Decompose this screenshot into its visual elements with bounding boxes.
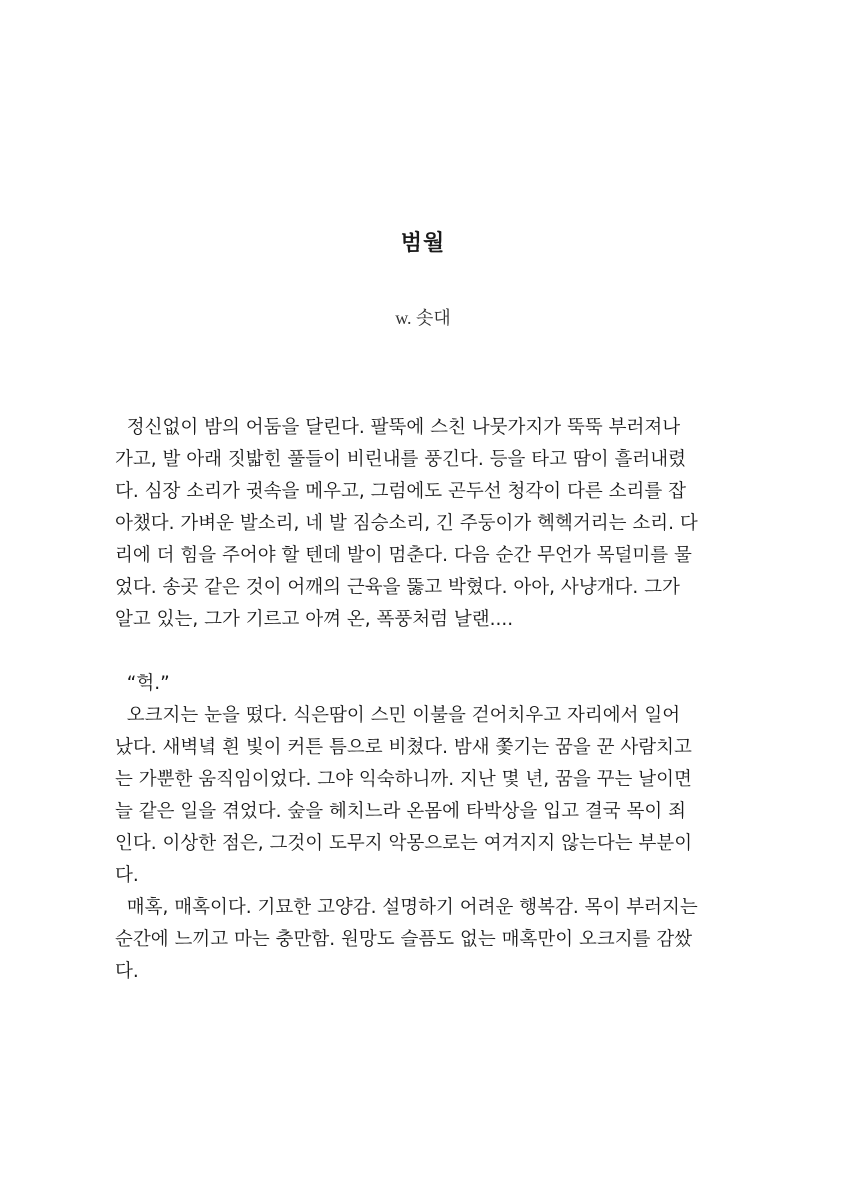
text-line: 났다. 새벽녘 흰 빛이 커튼 틈으로 비쳤다. 밤새 쫓기는 꿈을 꾼 사람치고	[115, 737, 692, 758]
text-line: 는 가뿐한 움직임이었다. 그야 익숙하니까. 지난 몇 년, 꿈을 꾸는 날이면	[115, 769, 692, 790]
text-line: 오크지는 눈을 떴다. 식은땀이 스민 이불을 걷어치우고 자리에서 일어	[115, 705, 681, 726]
author-byline: w. 솟대	[395, 308, 451, 328]
blank-line	[115, 636, 735, 668]
paragraph-1	[115, 412, 735, 636]
text-line: 늘 같은 일을 겪었다. 숲을 헤치느라 온몸에 타박상을 입고 결국 목이 죄	[115, 801, 686, 822]
paragraph-3	[115, 892, 735, 988]
text-line: 매혹, 매혹이다. 기묘한 고양감. 설명하기 어려운 행복감. 목이 부러지는	[115, 897, 698, 918]
paragraph-2	[115, 700, 735, 892]
text-line: 리에 더 힘을 주어야 할 텐데 발이 멈춘다. 다음 순간 무언가 목덜미를 물	[115, 545, 692, 566]
text-line: 정신없이 밤의 어둠을 달린다. 팔뚝에 스친 나뭇가지가 뚝뚝 부러져나	[115, 417, 681, 438]
text-line: 다.	[115, 961, 139, 982]
text-line: 었다. 송곳 같은 것이 어깨의 근육을 뚫고 박혔다. 아아, 사냥개다. 그가	[115, 577, 680, 598]
dialogue-line: “헉.”	[115, 673, 170, 694]
text-line: 알고 있는, 그가 기르고 아껴 온, 폭풍처럼 날랜....	[115, 609, 514, 630]
text-line: 가고, 발 아래 짓밟힌 풀들이 비린내를 풍긴다. 등을 타고 땀이 흘러내렸	[115, 449, 686, 470]
document-title: 범월	[400, 230, 446, 256]
text-line: 다.	[115, 865, 139, 886]
text-line: 인다. 이상한 점은, 그것이 도무지 악몽으로는 여겨지지 않는다는 부분이	[115, 833, 693, 854]
body-text	[115, 412, 735, 988]
text-line: 아챘다. 가벼운 발소리, 네 발 짐승소리, 긴 주둥이가 헥헥거리는 소리. 다	[115, 513, 698, 534]
text-line: 순간에 느끼고 마는 충만함. 원망도 슬픔도 없는 매혹만이 오크지를 감쌌	[115, 929, 693, 950]
text-line: 다. 심장 소리가 귓속을 메우고, 그럼에도 곤두선 청각이 다른 소리를 잡	[115, 481, 686, 502]
